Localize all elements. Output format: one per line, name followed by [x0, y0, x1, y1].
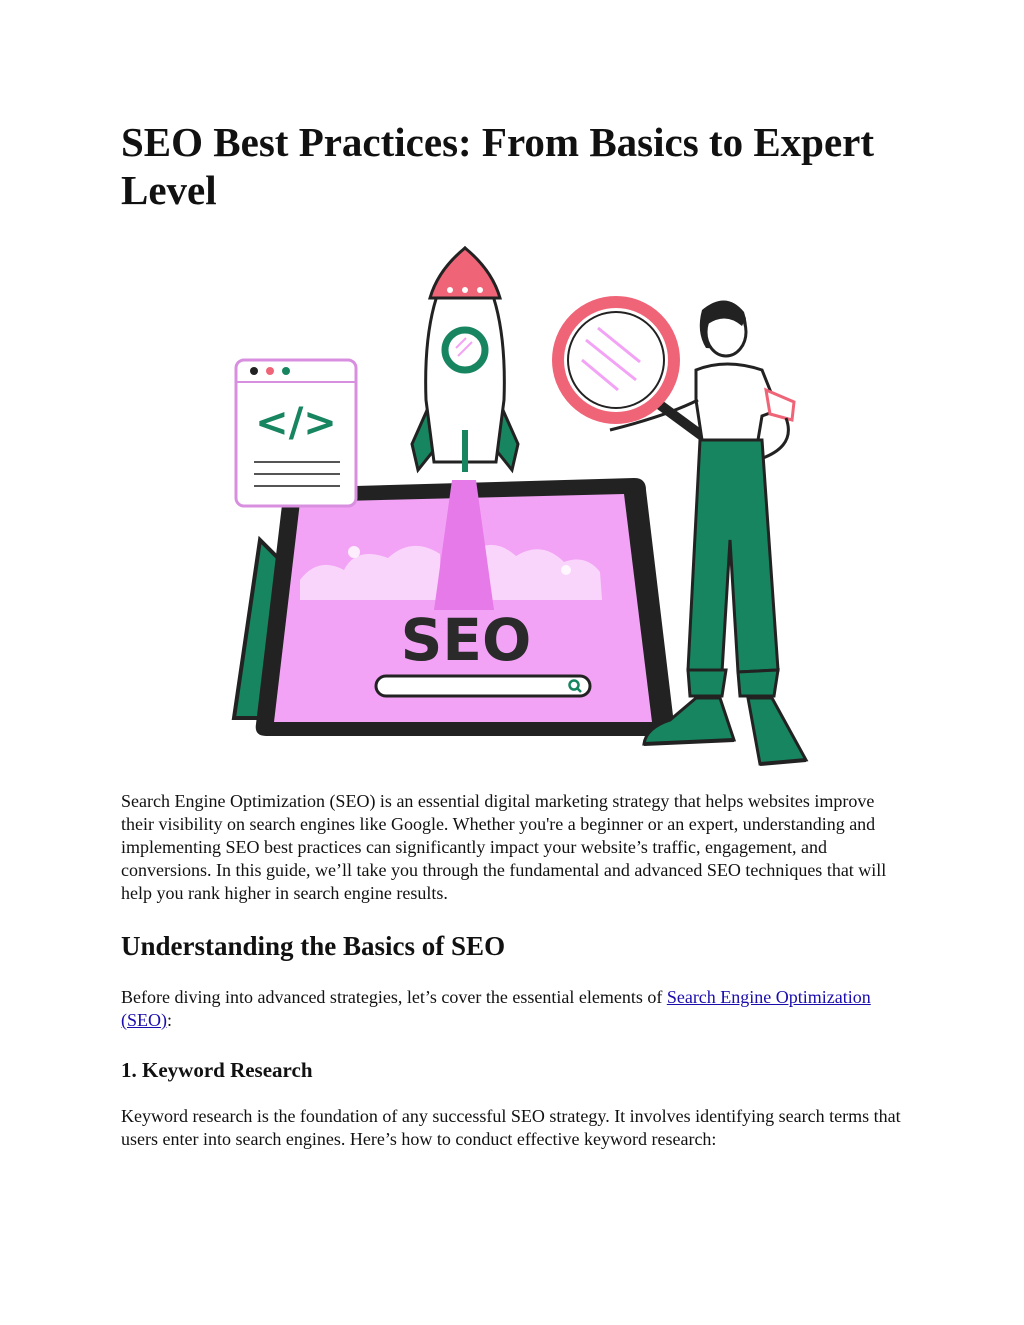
keyword-research-heading: 1. Keyword Research: [121, 1058, 313, 1082]
article-title: SEO Best Practices: From Basics to Expert Level: [121, 119, 875, 213]
seo-link[interactable]: Search Engine Optimization (SEO): [121, 987, 871, 1030]
browser-window-icon: [236, 360, 356, 506]
svg-text:</>: </>: [255, 400, 337, 446]
search-bar: [376, 676, 590, 696]
section-heading: Understanding the Basics of SEO: [121, 931, 506, 961]
basics-text: Before diving into advanced strategies, let’s cover the essential elements of: [121, 987, 667, 1007]
rocket-icon: [412, 248, 518, 472]
keyword-research-paragraph: Keyword research is the foundation of any successful SEO strategy. It involves identifying search terms that users enter into search engines. Here’s how to conduct effective keyword research:: [121, 1106, 901, 1149]
intro-paragraph: Search Engine Optimization (SEO) is an essential digital marketing strategy that helps websites improve their visibility on search engines like Google. Whether you're a beginner or an expert, understanding and implementing SEO best practices can significantly impact your website’s traffic, engagement, and conversions. In this guide, we’ll take you through the fundamental and advanced SEO techniques that will help you rank higher in search engine results.: [121, 791, 887, 903]
basics-text-end: :: [167, 1010, 173, 1030]
basics-paragraph: [121, 986, 911, 1032]
seo-illustration: [226, 240, 818, 770]
screen-seo-word: SEO: [400, 606, 532, 674]
